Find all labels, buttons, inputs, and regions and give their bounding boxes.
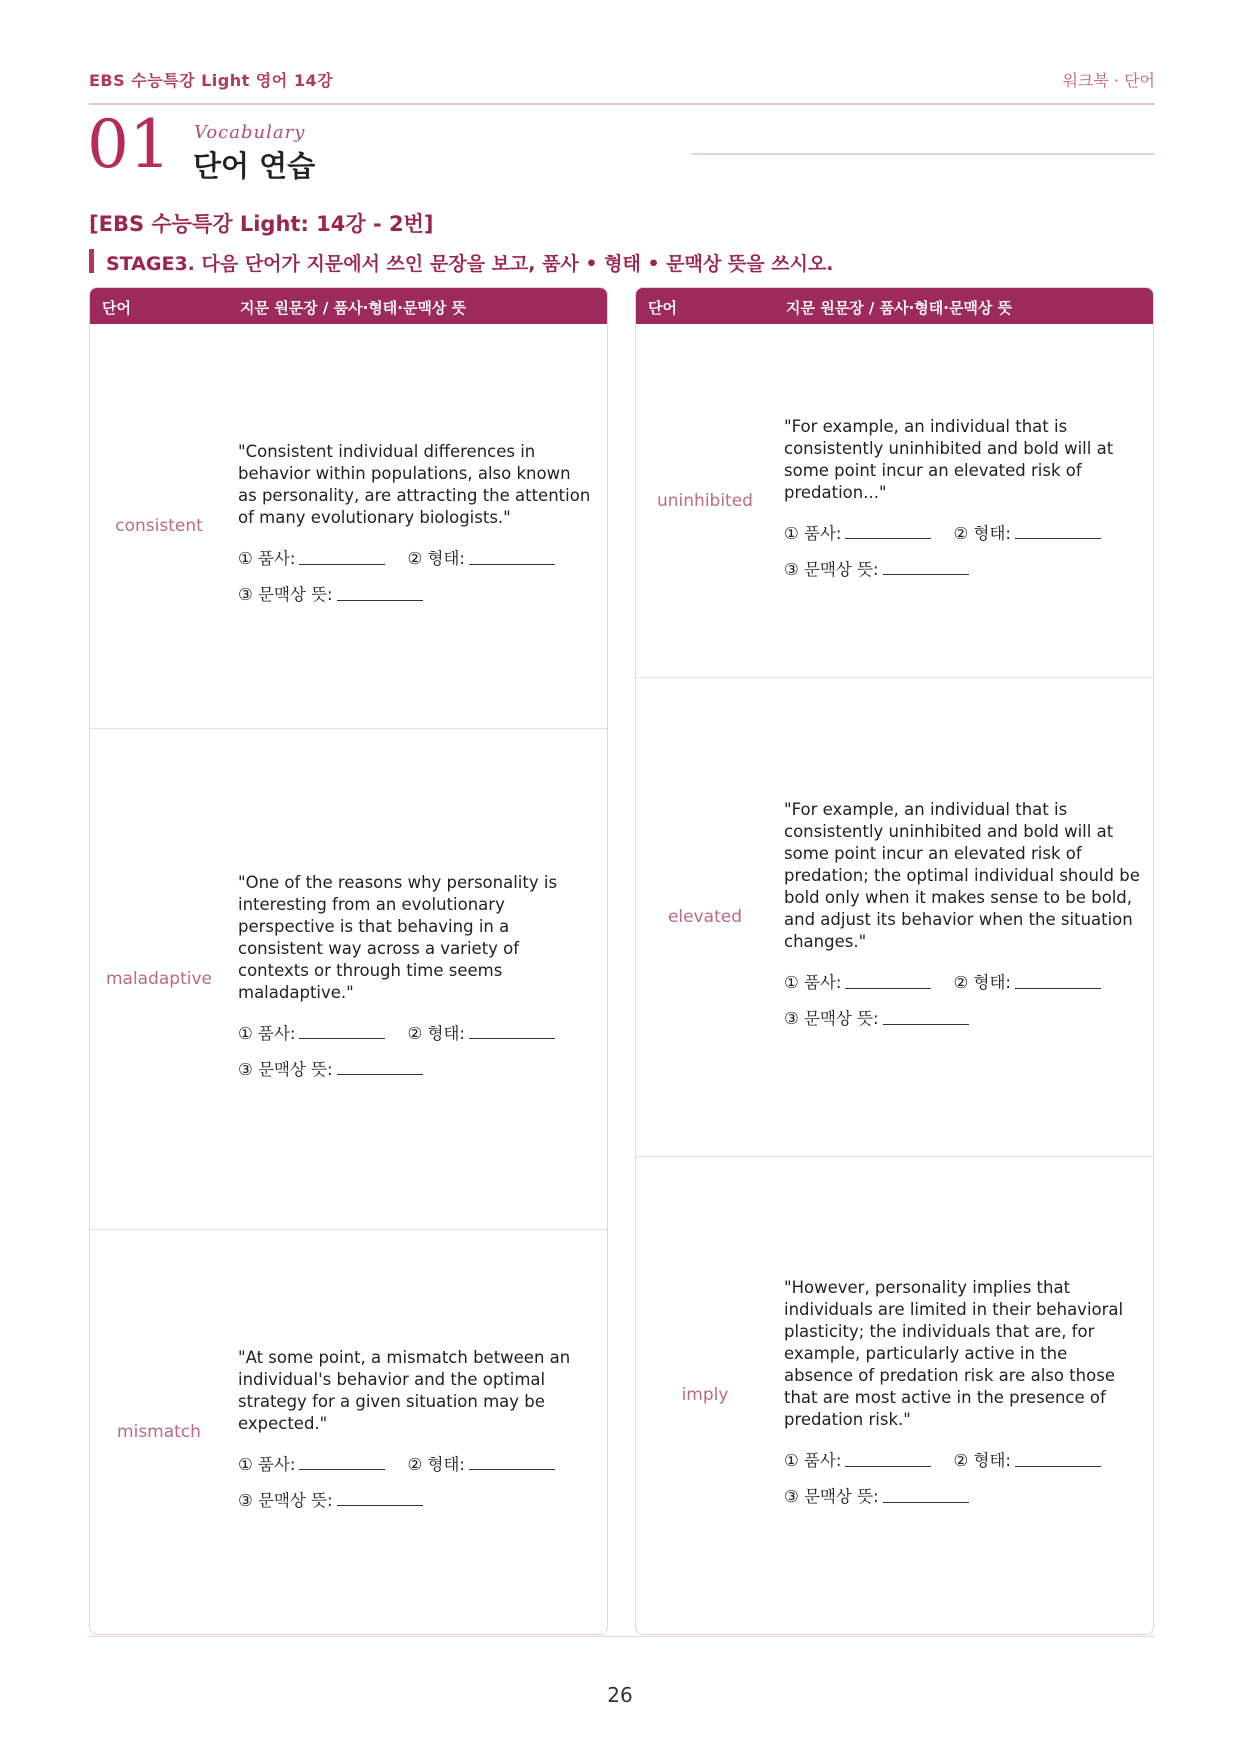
form-blank[interactable] xyxy=(1015,524,1101,539)
source-sentence: "For example, an individual that is consistently uninhibited and bold will at some point incur an elevated risk of predation..." xyxy=(784,416,1114,502)
source-sentence: "At some point, a mismatch between an individual's behavior and the optimal strategy for a given situation may be expected." xyxy=(238,1347,571,1433)
footer-divider xyxy=(89,1636,1155,1637)
stage-instruction: STAGE3. 다음 단어가 지문에서 쓰인 문장을 보고, 품사 • 형태 • 문맥상 뜻을 쓰시오. xyxy=(106,253,834,275)
header-word: 단어 xyxy=(102,299,131,317)
header-section: 워크북 · 단어 xyxy=(1062,71,1155,90)
pos-blank[interactable] xyxy=(845,524,931,539)
pos-blank[interactable] xyxy=(299,1024,385,1039)
meaning-blank[interactable] xyxy=(337,1491,423,1506)
vocab-word: consistent xyxy=(115,516,203,537)
meaning-label: ③ 문맥상 뜻: xyxy=(784,559,879,579)
source-sentence: "Consistent individual differences in behavior within populations, also known as personality, are attracting the attention of many evolutionary biologists." xyxy=(238,442,591,528)
form-label: ② 형태: xyxy=(407,1454,465,1474)
header-word: 단어 xyxy=(648,299,677,317)
form-blank[interactable] xyxy=(1015,974,1101,989)
meaning-blank[interactable] xyxy=(337,1060,423,1075)
form-label: ② 형태: xyxy=(407,1023,465,1043)
form-blank[interactable] xyxy=(469,1024,555,1039)
form-label: ② 형태: xyxy=(407,549,465,569)
form-blank[interactable] xyxy=(469,550,555,565)
header-content: 지문 원문장 / 품사·형태·문맥상 뜻 xyxy=(240,299,467,317)
vocab-table-left xyxy=(89,287,608,1635)
vocab-word: uninhibited xyxy=(657,490,753,511)
row-content xyxy=(784,416,1140,586)
table-row xyxy=(636,677,1153,1155)
pos-blank[interactable] xyxy=(845,974,931,989)
row-content xyxy=(784,1277,1140,1513)
stage-marker xyxy=(89,249,94,273)
form-blank[interactable] xyxy=(469,1455,555,1470)
row-content xyxy=(238,441,594,611)
meaning-blank[interactable] xyxy=(883,560,969,575)
table-header xyxy=(90,288,607,324)
meaning-label: ③ 문맥상 뜻: xyxy=(784,1487,879,1507)
header-divider xyxy=(89,103,1155,105)
vocab-word: mismatch xyxy=(117,1421,201,1442)
vocab-word: imply xyxy=(681,1385,729,1406)
table-row xyxy=(636,1156,1153,1634)
meaning-blank[interactable] xyxy=(337,586,423,601)
pos-label: ① 품사: xyxy=(238,549,296,569)
row-content xyxy=(238,1347,594,1517)
meaning-label: ③ 문맥상 뜻: xyxy=(238,585,333,605)
meaning-blank[interactable] xyxy=(883,1010,969,1025)
pos-label: ① 품사: xyxy=(784,973,842,993)
section-title: 단어 연습 xyxy=(193,149,316,183)
section-number: 01 xyxy=(87,106,171,183)
pos-blank[interactable] xyxy=(299,1455,385,1470)
table-row xyxy=(90,1229,607,1634)
meaning-blank[interactable] xyxy=(883,1488,969,1503)
title-divider xyxy=(692,153,1155,155)
page-number: 26 xyxy=(607,1683,633,1707)
form-label: ② 형태: xyxy=(953,1451,1011,1471)
form-label: ② 형태: xyxy=(953,523,1011,543)
table-row xyxy=(90,728,607,1228)
header-title: EBS 수능특강 Light 영어 14강 xyxy=(89,71,334,90)
meaning-label: ③ 문맥상 뜻: xyxy=(238,1490,333,1510)
vocab-word: elevated xyxy=(667,907,743,928)
pos-label: ① 품사: xyxy=(784,523,842,543)
form-blank[interactable] xyxy=(1015,1452,1101,1467)
section-subtitle: Vocabulary xyxy=(194,122,306,143)
vocab-table-right xyxy=(635,287,1154,1635)
header-content: 지문 원문장 / 품사·형태·문맥상 뜻 xyxy=(786,299,1013,317)
row-content xyxy=(238,872,594,1086)
pos-blank[interactable] xyxy=(299,550,385,565)
source-sentence: "For example, an individual that is consistently uninhibited and bold will at some point incur an elevated risk of predation; the optimal individual should be bold only when it makes sense to be bold, and adjust its behavior when the situation changes." xyxy=(784,800,1140,952)
pos-label: ① 품사: xyxy=(784,1451,842,1471)
source-reference: [EBS 수능특강 Light: 14강 - 2번] xyxy=(89,212,434,236)
source-sentence: "One of the reasons why personality is interesting from an evolutionary perspective is that behaving in a consistent way across a variety of contexts or through time seems maladaptive." xyxy=(238,872,558,1002)
pos-label: ① 품사: xyxy=(238,1023,296,1043)
meaning-label: ③ 문맥상 뜻: xyxy=(238,1059,333,1079)
vocab-word: maladaptive xyxy=(105,968,213,989)
row-content xyxy=(784,799,1140,1035)
table-row xyxy=(636,324,1153,677)
table-header xyxy=(636,288,1153,324)
pos-label: ① 품사: xyxy=(238,1454,296,1474)
source-sentence: "However, personality implies that individuals are limited in their behavioral plasticity; the individuals that are, for example, particularly active in the absence of predation risk are also those that are most active in the presence of predation risk." xyxy=(784,1278,1124,1430)
meaning-label: ③ 문맥상 뜻: xyxy=(784,1009,879,1029)
table-row xyxy=(90,324,607,728)
pos-blank[interactable] xyxy=(845,1452,931,1467)
form-label: ② 형태: xyxy=(953,973,1011,993)
